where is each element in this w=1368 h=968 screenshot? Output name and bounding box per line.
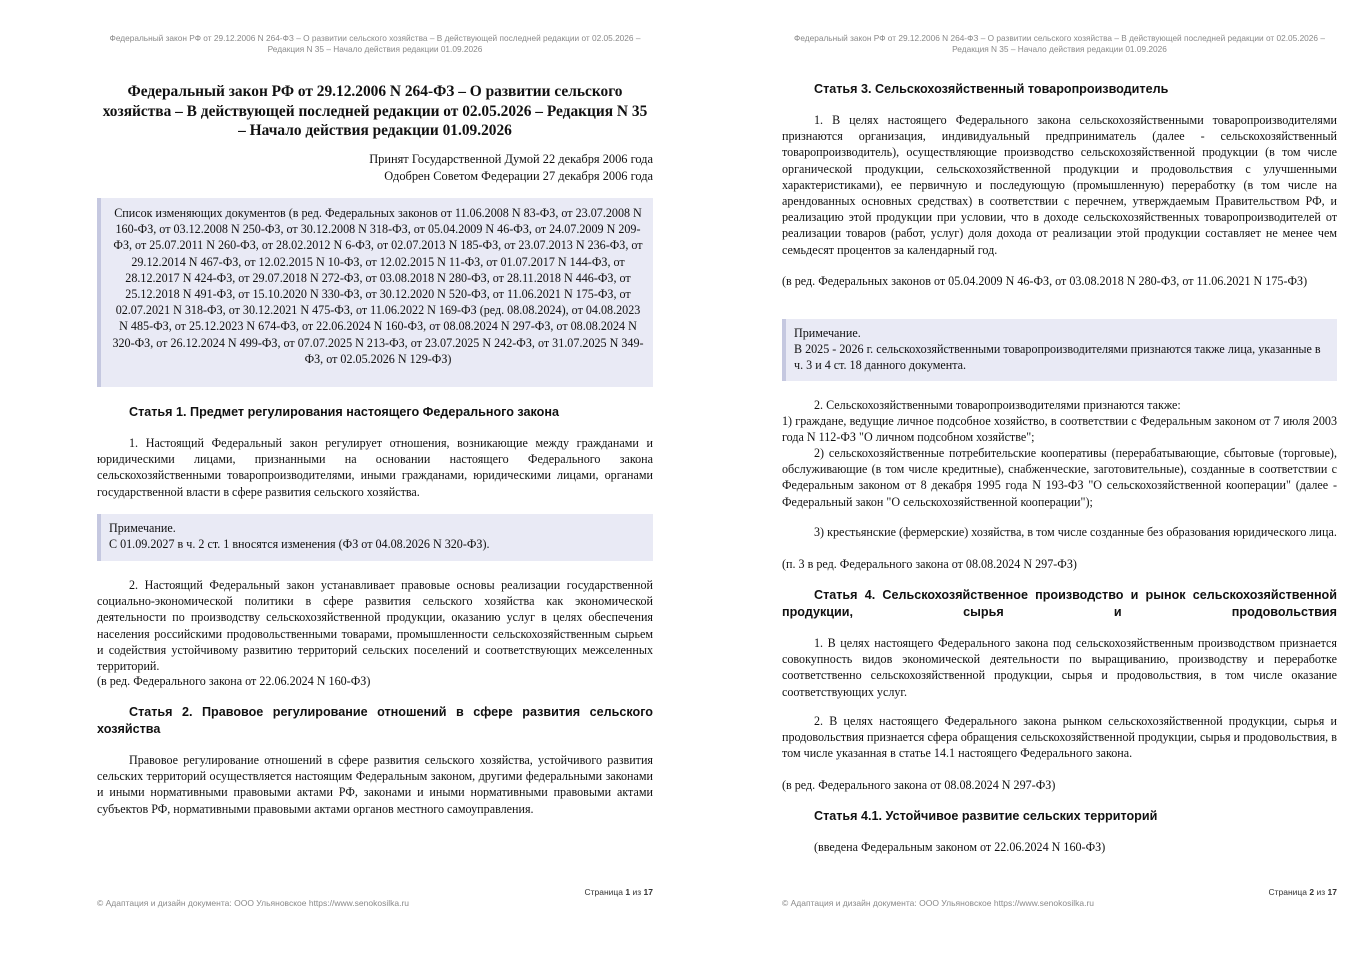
footer-credit: © Адаптация и дизайн документа: ООО Ульяновское https://www.senokosilka.ru xyxy=(97,898,409,908)
amending-documents-list: Список изменяющих документов (в ред. Федеральных законов от 11.06.2008 N 83-ФЗ, от 23.07.2008 N 160-ФЗ, от 03.12.2008 N 250-ФЗ, от 30.12.2008 N 318-ФЗ, от 05.04.2009 N 46-ФЗ, от 24.07.2009 N 209-ФЗ, от 25.07.2011 N 260-ФЗ, от 28.02.2012 N 6-ФЗ, от 02.07.2013 N 185-ФЗ, от 23.07.2013 N 236-ФЗ, от 29.12.2014 N 467-ФЗ, от 12.02.2015 N 10-ФЗ, от 12.02.2015 N 11-ФЗ, от 01.07.2017 N 144-ФЗ, от 28.12.2017 N 424-ФЗ, от 29.07.2018 N 272-ФЗ, от 03.08.2018 N 280-ФЗ, от 28.11.2018 N 446-ФЗ, от 25.12.2018 N 491-ФЗ, от 15.10.2020 N 330-ФЗ, от 30.12.2020 N 520-ФЗ, от 11.06.2021 N 175-ФЗ, от 02.07.2021 N 318-ФЗ, от 30.12.2021 N 475-ФЗ, от 11.06.2022 N 169-ФЗ (ред. 08.08.2024), от 04.08.2023 N 485-ФЗ, от 25.12.2023 N 674-ФЗ, от 22.06.2024 N 160-ФЗ, от 08.08.2024 N 297-ФЗ, от 08.08.2024 N 320-ФЗ, от 26.12.2024 N 499-ФЗ, от 07.07.2025 N 213-ФЗ, от 23.07.2025 N 242-ФЗ, от 31.07.2025 N 349-ФЗ, от 02.05.2026 N 129-ФЗ) xyxy=(97,198,653,387)
adopted-duma: Принят Государственной Думой 22 декабря 2006 года xyxy=(369,152,653,166)
article-3-paragraph-2: 2. Сельскохозяйственными товаропроизводителями признаются также: xyxy=(814,398,1181,412)
article-4-paragraph-2: 2. В целях настоящего Федерального закона рынком сельскохозяйственной продукции, сырья и продовольствия признается сфера обращения сельскохозяйственной продукции, сырья и продовольствия, в том числе указанная в статье 14.1 настоящего Федерального закона. xyxy=(782,714,1337,761)
article-4-heading: Статья 4. Сельскохозяйственное производство и рынок сельскохозяйственной продукции, сырья и продовольствия xyxy=(782,588,1337,619)
note-label: Примечание. xyxy=(109,521,176,535)
page-number: Страница 2 из 17 xyxy=(1268,887,1337,897)
note-box xyxy=(97,514,653,561)
amendment-note: (в ред. Федерального закона от 08.08.2024 N 297-ФЗ) xyxy=(782,778,1056,792)
article-3-item-1: 1) граждане, ведущие личное подсобное хозяйство, в соответствии с Федеральным законом от 7 июля 2003 года N 112-ФЗ "О личном подсобном хозяйстве"; xyxy=(782,414,1337,445)
note-text: В 2025 - 2026 г. сельскохозяйственными товаропроизводителями признаются также лица, указанные в ч. 3 и 4 ст. 18 данного документа. xyxy=(794,342,1321,373)
footer-credit: © Адаптация и дизайн документа: ООО Ульяновское https://www.senokosilka.ru xyxy=(782,898,1094,908)
article-3-heading: Статья 3. Сельскохозяйственный товаропроизводитель xyxy=(814,82,1169,96)
page-number: Страница 1 из 17 xyxy=(584,887,653,897)
article-1-paragraph-1: 1. Настоящий Федеральный закон регулирует отношения, возникающие между гражданами и юридическими лицами, признанными на основании настоящего Федерального закона сельскохозяйственными товаропроизводителями, иными гражданами, юридическими лицами, органами государственной власти в сфере развития сельского хозяйства. xyxy=(97,436,653,499)
document-title: Федеральный закон РФ от 29.12.2006 N 264-ФЗ – О развитии сельского хозяйства – В действующей последней редакции от 02.05.2026 – Редакция N 35 – Начало действия редакции 01.09.2026 xyxy=(102,83,648,139)
article-3-item-3: 3) крестьянские (фермерские) хозяйства, в том числе созданные без образования юридического лица. xyxy=(814,525,1337,539)
document-page-2 xyxy=(684,0,1368,968)
article-4-1-heading: Статья 4.1. Устойчивое развитие сельских территорий xyxy=(814,809,1158,823)
running-header: Федеральный закон РФ от 29.12.2006 N 264-ФЗ – О развитии сельского хозяйства – В действующей последней редакции от 02.05.2026 – Редакция N 35 – Начало действия редакции 01.09.2026 xyxy=(794,33,1325,54)
amendment-note: (в ред. Федерального закона от 22.06.2024 N 160-ФЗ) xyxy=(97,674,371,688)
amendment-note: (п. 3 в ред. Федерального закона от 08.08.2024 N 297-ФЗ) xyxy=(782,557,1077,571)
article-2-heading: Статья 2. Правовое регулирование отношений в сфере развития сельского хозяйства xyxy=(97,705,653,736)
note-box xyxy=(782,319,1337,381)
article-2-paragraph: Правовое регулирование отношений в сфере развития сельского хозяйства, устойчивого развития сельских территорий осуществляется настоящим Федеральным законом, другими федеральными законами и иными нормативными правовыми актами РФ, законами и иными нормативными правовыми актами субъектов РФ, нормативными правовыми актами органов местного самоуправления. xyxy=(97,753,653,816)
article-4-paragraph-1: 1. В целях настоящего Федерального закона под сельскохозяйственным производством признается совокупность видов экономической деятельности по выращиванию, производству и переработке соответственно сельскохозяйственной продукции, сырья и продовольствия, в том числе оказание соответствующих услуг. xyxy=(782,636,1337,699)
article-1-heading: Статья 1. Предмет регулирования настоящего Федерального закона xyxy=(129,405,559,419)
article-3-paragraph-1: 1. В целях настоящего Федерального закона сельскохозяйственными товаропроизводителями признаются организация, индивидуальный предприниматель (далее - сельскохозяйственный товаропроизводитель), осуществляющие производство сельскохозяйственной продукции (в том числе органической продукции, сельскохозяйственной продукции и продовольствия с улучшенными характеристиками), ее первичную и последующую (промышленную) переработку (в том числе на арендованных основных средствах) в соответствии с перечнем, утверждаемым Правительством РФ, и реализацию этой продукции при условии, что в доходе сельскохозяйственных товаропроизводителей от реализации товаров (работ, услуг) доля дохода от реализации этой продукции составляет не менее чем семьдесят процентов за календарный год. xyxy=(782,113,1337,257)
adopted-council: Одобрен Советом Федерации 27 декабря 2006 года xyxy=(384,168,653,183)
amendment-note: (в ред. Федеральных законов от 05.04.2009 N 46-ФЗ, от 03.08.2018 N 280-ФЗ, от 11.06.2021 N 175-ФЗ) xyxy=(782,274,1308,288)
note-label: Примечание. xyxy=(794,326,861,340)
running-header: Федеральный закон РФ от 29.12.2006 N 264-ФЗ – О развитии сельского хозяйства – В действующей последней редакции от 02.05.2026 – Редакция N 35 – Начало действия редакции 01.09.2026 xyxy=(109,33,641,54)
article-1-paragraph-2: 2. Настоящий Федеральный закон устанавливает правовые основы реализации государственной социально-экономической политики в сфере развития сельского хозяйства как экономической деятельности по производству сельскохозяйственной продукции, оказанию услуг в целях обеспечения населения российскими продовольственными товарами, промышленности сельскохозяйственным сырьем и содействия устойчивому развитию территорий сельских поселений и соответствующих межселенных территорий. xyxy=(97,578,653,674)
article-3-item-2: 2) сельскохозяйственные потребительские кооперативы (перерабатывающие, сбытовые (торговые), обслуживающие (в том числе кредитные), снабженческие, заготовительные), созданные в соответствии с Федеральным законом от 8 декабря 1995 года N 193-ФЗ "О сельскохозяйственной кооперации" (далее - Федеральный закон "О сельскохозяйственной кооперации"); xyxy=(782,446,1337,509)
note-text: С 01.09.2027 в ч. 2 ст. 1 вносятся изменения (ФЗ от 04.08.2026 N 320-ФЗ). xyxy=(109,537,490,552)
article-4-1-intro: (введена Федеральным законом от 22.06.2024 N 160-ФЗ) xyxy=(814,840,1106,854)
adoption-info xyxy=(369,151,653,184)
